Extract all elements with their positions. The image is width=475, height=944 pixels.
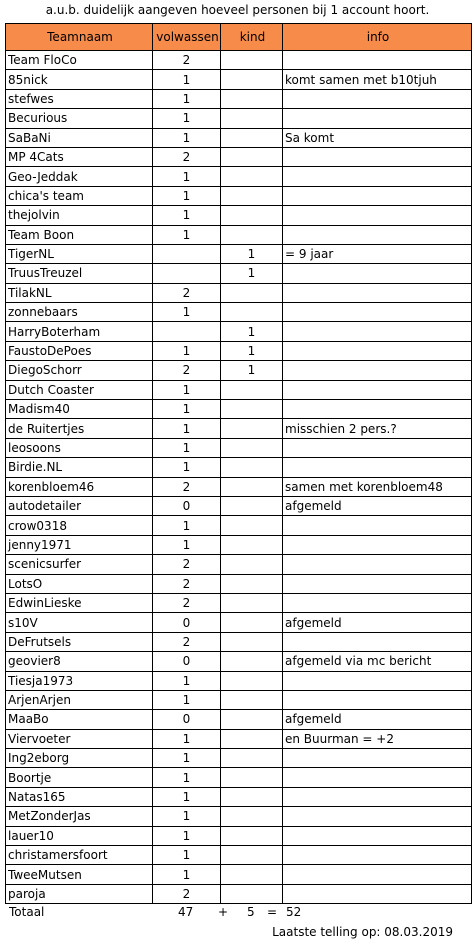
team-name-cell: MP 4Cats	[6, 147, 153, 166]
info-cell	[283, 89, 472, 108]
kids-cell	[221, 826, 283, 845]
table-row	[6, 496, 472, 515]
kids-cell	[221, 632, 283, 651]
table-row	[6, 419, 472, 438]
table-row	[6, 167, 472, 186]
adults-cell: 0	[153, 496, 221, 515]
team-name-cell: TruusTreuzel	[6, 264, 153, 283]
kids-cell	[221, 865, 283, 884]
info-cell	[283, 826, 472, 845]
table-row	[6, 593, 472, 612]
info-cell: samen met korenbloem48	[283, 477, 472, 496]
adults-cell: 1	[153, 419, 221, 438]
info-cell: afgemeld	[283, 496, 472, 515]
kids-cell	[221, 613, 283, 632]
info-cell	[283, 768, 472, 787]
kids-cell: 1	[221, 322, 283, 341]
info-cell: Sa komt	[283, 128, 472, 147]
sheet-caption: a.u.b. duidelijk aangeven hoeveel personen bij 1 account hoort.	[45, 3, 430, 17]
info-cell	[283, 206, 472, 225]
team-name-cell: Geo-Jeddak	[6, 167, 153, 186]
table-body	[6, 51, 472, 904]
team-name-cell: zonnebaars	[6, 303, 153, 322]
adults-cell: 1	[153, 341, 221, 360]
adults-cell: 0	[153, 652, 221, 671]
table-row	[6, 89, 472, 108]
totals-kids: 5	[247, 905, 255, 919]
table-row	[6, 244, 472, 263]
info-cell	[283, 51, 472, 70]
table-row	[6, 186, 472, 205]
info-cell	[283, 109, 472, 128]
table-row	[6, 477, 472, 496]
totals-adults: 47	[178, 905, 194, 919]
kids-cell	[221, 496, 283, 515]
adults-cell: 1	[153, 749, 221, 768]
table-row	[6, 128, 472, 147]
kids-cell	[221, 419, 283, 438]
adults-cell: 2	[153, 884, 221, 903]
info-cell	[283, 438, 472, 457]
info-cell: misschien 2 pers.?	[283, 419, 472, 438]
adults-cell: 1	[153, 768, 221, 787]
info-cell: en Buurman = +2	[283, 729, 472, 748]
info-cell	[283, 380, 472, 399]
info-cell	[283, 865, 472, 884]
team-name-cell: Birdie.NL	[6, 458, 153, 477]
info-cell	[283, 516, 472, 535]
table-row	[6, 283, 472, 302]
adults-cell: 2	[153, 632, 221, 651]
kids-cell	[221, 516, 283, 535]
totals-sum: 52	[286, 905, 302, 919]
kids-cell	[221, 729, 283, 748]
column-header-kind: kind	[221, 24, 283, 51]
info-cell: afgemeld	[283, 710, 472, 729]
info-cell: afgemeld	[283, 613, 472, 632]
info-cell	[283, 593, 472, 612]
team-name-cell: chica's team	[6, 186, 153, 205]
adults-cell: 1	[153, 671, 221, 690]
team-name-cell: Team FloCo	[6, 51, 153, 70]
info-cell	[283, 690, 472, 709]
adults-cell: 1	[153, 400, 221, 419]
table-row	[6, 380, 472, 399]
team-name-cell: DeFrutsels	[6, 632, 153, 651]
info-cell	[283, 846, 472, 865]
adults-cell: 1	[153, 826, 221, 845]
table-header-row	[6, 24, 472, 51]
team-name-cell: geovier8	[6, 652, 153, 671]
kids-cell	[221, 671, 283, 690]
kids-cell	[221, 380, 283, 399]
kids-cell	[221, 652, 283, 671]
team-name-cell: 85nick	[6, 70, 153, 89]
info-cell	[283, 361, 472, 380]
kids-cell	[221, 186, 283, 205]
kids-cell: 1	[221, 264, 283, 283]
table-row	[6, 555, 472, 574]
table-row	[6, 535, 472, 554]
team-name-cell: MaaBo	[6, 710, 153, 729]
adults-cell: 1	[153, 206, 221, 225]
kids-cell	[221, 768, 283, 787]
adults-cell	[153, 244, 221, 263]
attendance-table	[5, 23, 472, 904]
adults-cell: 1	[153, 516, 221, 535]
column-header-info: info	[283, 24, 472, 51]
team-name-cell: Madism40	[6, 400, 153, 419]
adults-cell: 1	[153, 690, 221, 709]
table-row	[6, 361, 472, 380]
kids-cell	[221, 574, 283, 593]
table-row	[6, 341, 472, 360]
adults-cell: 1	[153, 865, 221, 884]
kids-cell	[221, 846, 283, 865]
totals-equals: =	[267, 905, 278, 919]
adults-cell: 1	[153, 303, 221, 322]
adults-cell	[153, 322, 221, 341]
team-name-cell: HarryBoterham	[6, 322, 153, 341]
adults-cell: 1	[153, 89, 221, 108]
kids-cell: 1	[221, 361, 283, 380]
adults-cell: 1	[153, 225, 221, 244]
kids-cell	[221, 593, 283, 612]
team-name-cell: Natas165	[6, 787, 153, 806]
adults-cell: 1	[153, 458, 221, 477]
table-row	[6, 225, 472, 244]
table-row	[6, 438, 472, 457]
info-cell	[283, 225, 472, 244]
totals-label: Totaal	[9, 905, 45, 919]
info-cell	[283, 574, 472, 593]
kids-cell	[221, 51, 283, 70]
info-cell	[283, 787, 472, 806]
kids-cell	[221, 458, 283, 477]
info-cell	[283, 341, 472, 360]
team-name-cell: Team Boon	[6, 225, 153, 244]
adults-cell: 1	[153, 186, 221, 205]
kids-cell	[221, 167, 283, 186]
kids-cell	[221, 438, 283, 457]
kids-cell	[221, 884, 283, 903]
last-count-date: Laatste telling op: 08.03.2019	[272, 925, 453, 939]
kids-cell	[221, 70, 283, 89]
info-cell	[283, 147, 472, 166]
team-name-cell: TilakNL	[6, 283, 153, 302]
adults-cell: 2	[153, 574, 221, 593]
kids-cell	[221, 749, 283, 768]
adults-cell: 1	[153, 438, 221, 457]
team-name-cell: Viervoeter	[6, 729, 153, 748]
kids-cell: 1	[221, 244, 283, 263]
team-name-cell: Boortje	[6, 768, 153, 787]
team-name-cell: Ing2eborg	[6, 749, 153, 768]
kids-cell	[221, 109, 283, 128]
kids-cell: 1	[221, 341, 283, 360]
table-row	[6, 749, 472, 768]
table-row	[6, 70, 472, 89]
kids-cell	[221, 400, 283, 419]
table-row	[6, 632, 472, 651]
info-cell	[283, 884, 472, 903]
team-name-cell: jenny1971	[6, 535, 153, 554]
table-row	[6, 51, 472, 70]
team-name-cell: TigerNL	[6, 244, 153, 263]
adults-cell: 1	[153, 787, 221, 806]
adults-cell: 1	[153, 380, 221, 399]
adults-cell: 2	[153, 51, 221, 70]
adults-cell: 1	[153, 109, 221, 128]
adults-cell: 2	[153, 283, 221, 302]
table-row	[6, 826, 472, 845]
info-cell	[283, 186, 472, 205]
table-row	[6, 729, 472, 748]
info-cell	[283, 303, 472, 322]
team-name-cell: korenbloem46	[6, 477, 153, 496]
table-row	[6, 264, 472, 283]
adults-cell	[153, 264, 221, 283]
info-cell: = 9 jaar	[283, 244, 472, 263]
info-cell	[283, 264, 472, 283]
info-cell	[283, 167, 472, 186]
team-name-cell: stefwes	[6, 89, 153, 108]
info-cell	[283, 749, 472, 768]
table-row	[6, 613, 472, 632]
table-row	[6, 147, 472, 166]
info-cell	[283, 322, 472, 341]
info-cell	[283, 807, 472, 826]
team-name-cell: autodetailer	[6, 496, 153, 515]
adults-cell: 1	[153, 70, 221, 89]
table-row	[6, 690, 472, 709]
table-row	[6, 303, 472, 322]
column-header-volwassen: volwassen	[153, 24, 221, 51]
kids-cell	[221, 787, 283, 806]
adults-cell: 1	[153, 729, 221, 748]
team-name-cell: Becurious	[6, 109, 153, 128]
table-row	[6, 458, 472, 477]
team-name-cell: Dutch Coaster	[6, 380, 153, 399]
team-name-cell: SaBaNi	[6, 128, 153, 147]
table-row	[6, 710, 472, 729]
kids-cell	[221, 710, 283, 729]
team-name-cell: lauer10	[6, 826, 153, 845]
table-row	[6, 768, 472, 787]
team-name-cell: scenicsurfer	[6, 555, 153, 574]
table-row	[6, 400, 472, 419]
table-row	[6, 846, 472, 865]
adults-cell: 1	[153, 807, 221, 826]
info-cell	[283, 632, 472, 651]
info-cell: afgemeld via mc bericht	[283, 652, 472, 671]
kids-cell	[221, 225, 283, 244]
info-cell	[283, 458, 472, 477]
info-cell	[283, 555, 472, 574]
column-header-teamnaam: Teamnaam	[6, 24, 153, 51]
adults-cell: 1	[153, 535, 221, 554]
team-name-cell: s10V	[6, 613, 153, 632]
adults-cell: 2	[153, 593, 221, 612]
info-cell: komt samen met b10tjuh	[283, 70, 472, 89]
table-row	[6, 574, 472, 593]
adults-cell: 2	[153, 361, 221, 380]
kids-cell	[221, 147, 283, 166]
info-cell	[283, 671, 472, 690]
adults-cell: 1	[153, 846, 221, 865]
team-name-cell: paroja	[6, 884, 153, 903]
kids-cell	[221, 283, 283, 302]
totals-row	[0, 905, 475, 923]
table-row	[6, 516, 472, 535]
adults-cell: 2	[153, 477, 221, 496]
kids-cell	[221, 303, 283, 322]
table-row	[6, 206, 472, 225]
table-row	[6, 865, 472, 884]
team-name-cell: ArjenArjen	[6, 690, 153, 709]
team-name-cell: christamersfoort	[6, 846, 153, 865]
kids-cell	[221, 89, 283, 108]
team-name-cell: TweeMutsen	[6, 865, 153, 884]
adults-cell: 1	[153, 167, 221, 186]
team-name-cell: MetZonderJas	[6, 807, 153, 826]
kids-cell	[221, 807, 283, 826]
kids-cell	[221, 477, 283, 496]
info-cell	[283, 283, 472, 302]
kids-cell	[221, 555, 283, 574]
kids-cell	[221, 535, 283, 554]
team-name-cell: thejolvin	[6, 206, 153, 225]
team-name-cell: de Ruitertjes	[6, 419, 153, 438]
kids-cell	[221, 690, 283, 709]
kids-cell	[221, 128, 283, 147]
adults-cell: 2	[153, 147, 221, 166]
adults-cell: 1	[153, 128, 221, 147]
adults-cell: 0	[153, 710, 221, 729]
team-name-cell: crow0318	[6, 516, 153, 535]
totals-plus: +	[218, 905, 229, 919]
adults-cell: 2	[153, 555, 221, 574]
team-name-cell: Tiesja1973	[6, 671, 153, 690]
table-row	[6, 787, 472, 806]
table-row	[6, 671, 472, 690]
table-row	[6, 109, 472, 128]
table-row	[6, 884, 472, 903]
team-name-cell: LotsO	[6, 574, 153, 593]
table-row	[6, 807, 472, 826]
team-name-cell: DiegoSchorr	[6, 361, 153, 380]
team-name-cell: EdwinLieske	[6, 593, 153, 612]
adults-cell: 0	[153, 613, 221, 632]
info-cell	[283, 400, 472, 419]
table-row	[6, 652, 472, 671]
team-name-cell: FaustoDePoes	[6, 341, 153, 360]
table-row	[6, 322, 472, 341]
team-name-cell: leosoons	[6, 438, 153, 457]
kids-cell	[221, 206, 283, 225]
info-cell	[283, 535, 472, 554]
